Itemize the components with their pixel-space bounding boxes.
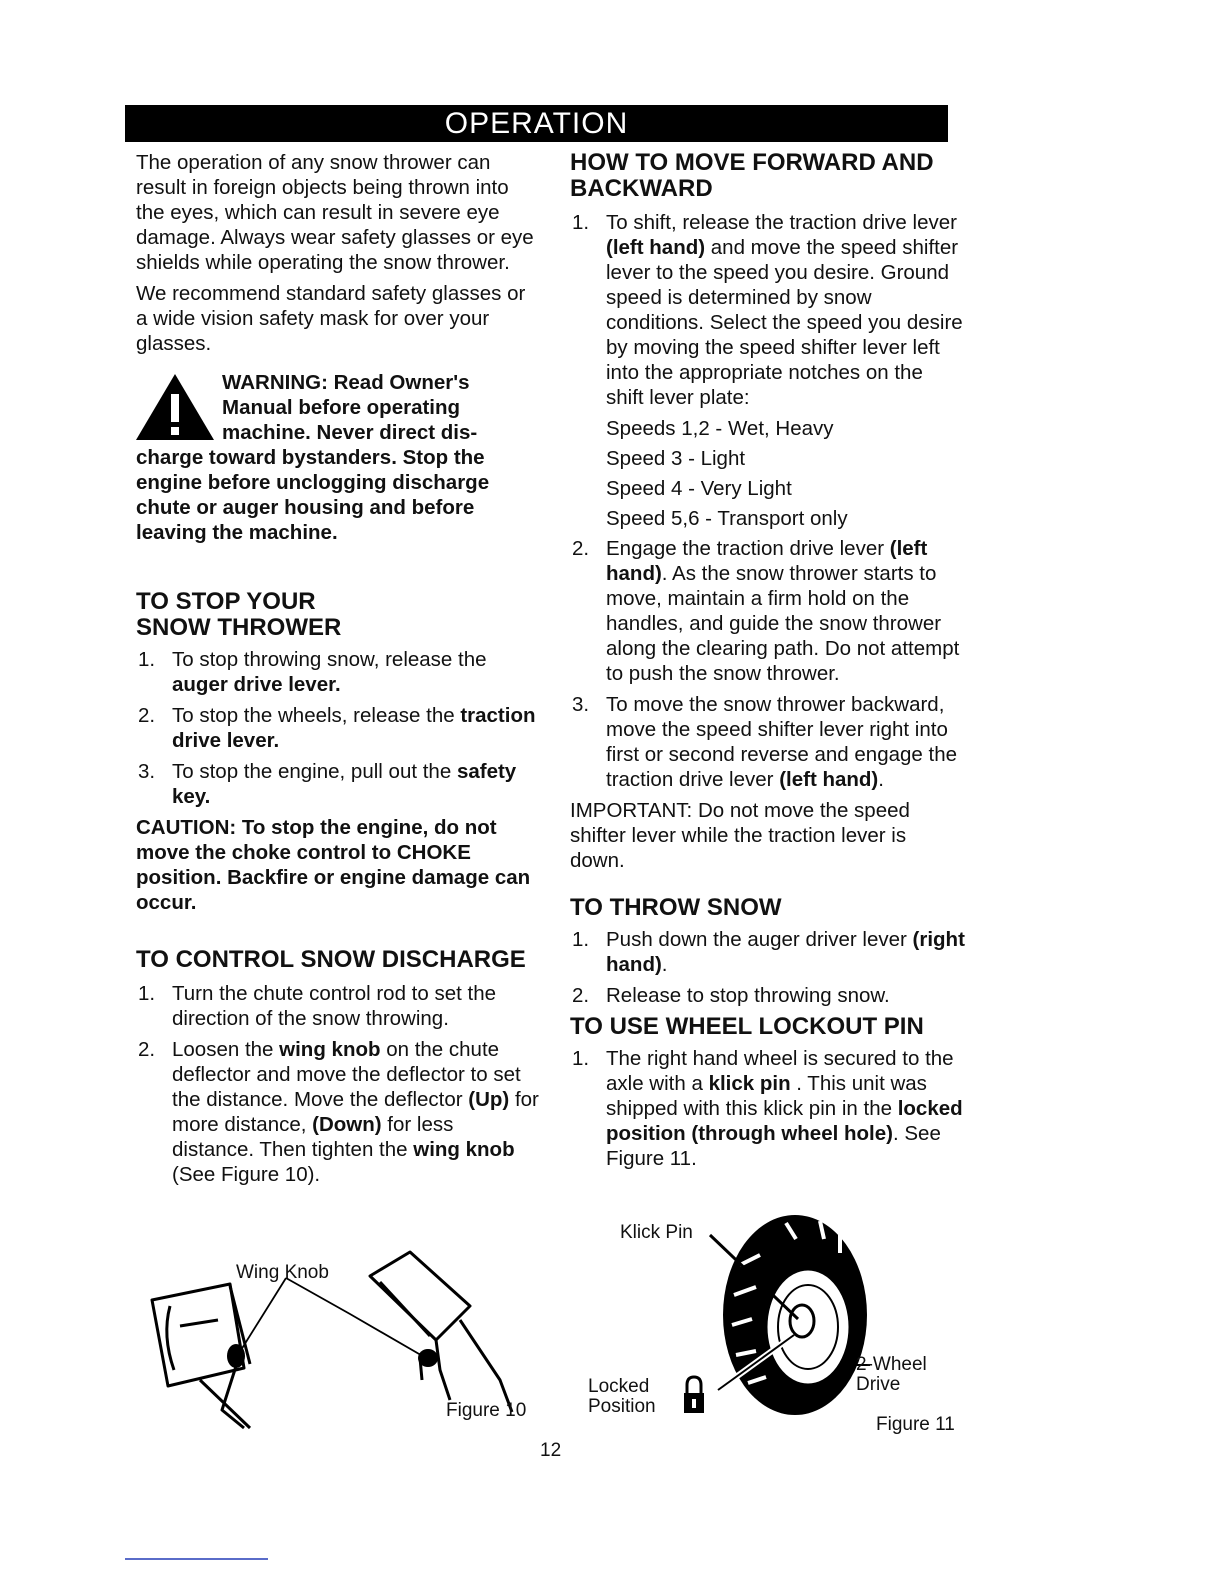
right-column [570, 150, 965, 1177]
lockout-list [570, 1046, 965, 1171]
throw-heading: TO THROW SNOW [570, 894, 782, 921]
move-list-cont [570, 536, 965, 792]
list-item: 1. The right hand wheel is secured to the axle with a klick pin . This unit was shipped with this klick pin in the locked position (through wheel hole). See Figure 11. [572, 1047, 963, 1170]
section-banner: OPERATION [125, 105, 948, 142]
intro-paragraph: The operation of any snow thrower can result in foreign objects being thrown into the eyes, which can result in severe eye damage. Always wear safety glasses or eye shields while operating the snow thrower. [136, 151, 534, 274]
speed-list [570, 416, 965, 531]
list-item: 2. To stop the wheels, release the traction drive lever. [138, 704, 536, 752]
wing-knob-label: Wing Knob [236, 1262, 329, 1283]
speed-item: Speed 5,6 - Transport only [606, 507, 848, 530]
list-item: 3. To move the snow thrower backward, move the speed shifter lever right into first or second reverse and engage the traction drive lever (left hand). [572, 693, 957, 791]
list-item: 3. To stop the engine, pull out the safety key. [138, 760, 517, 808]
lockout-heading: TO USE WHEEL LOCKOUT PIN [570, 1013, 924, 1040]
two-wheel-drive-label-line2: Drive [856, 1374, 901, 1395]
list-item: 1. Push down the auger driver lever (right hand). [572, 928, 965, 976]
footer-divider [125, 1558, 268, 1560]
warning-block [136, 370, 541, 545]
speed-item: Speeds 1,2 - Wet, Heavy [606, 417, 834, 440]
warning-text-first: WARNING: Read Owner's Manual before operating machine. Never direct dis- [222, 371, 478, 444]
list-item: 1. To shift, release the traction drive lever (left hand) and move the speed shifter lever to the speed you desire. Ground speed is determined by snow conditions. Select the speed you desire by moving the speed shifter lever left into the appropriate notches on the shift lever plate: [572, 211, 963, 409]
speed-item: Speed 3 - Light [606, 447, 746, 470]
warning-text-rest: charge toward bystanders. Stop the engine before unclogging discharge chute or auger housing and before leaving the machine. [136, 446, 490, 544]
speed-item: Speed 4 - Very Light [606, 477, 792, 500]
figure-10-caption: Figure 10 [446, 1400, 527, 1421]
page-number: 12 [540, 1440, 562, 1461]
figure-11-illustration [690, 1205, 880, 1420]
list-item: 1. To stop throwing snow, release the auger drive lever. [138, 648, 487, 696]
discharge-heading: TO CONTROL SNOW DISCHARGE [136, 946, 526, 973]
list-item: 2. Loosen the wing knob on the chute deflector and move the deflector to set the distance. Move the deflector (Up) for more distance, (Down) for less distance. Then tighten the wing knob (See Figure 10). [138, 1038, 539, 1186]
figure-11-caption: Figure 11 [876, 1414, 955, 1435]
move-list [570, 210, 965, 410]
two-wheel-drive-label-line1: 2-Wheel [856, 1354, 927, 1375]
klick-pin-label: Klick Pin [620, 1222, 693, 1243]
caution-paragraph: CAUTION: To stop the engine, do not move the choke control to CHOKE position. Backfire or engine damage can occur. [136, 816, 531, 914]
stop-heading-line2: SNOW THROWER [136, 614, 342, 641]
move-heading: HOW TO MOVE FORWARD AND BACKWARD [570, 149, 934, 202]
warning-triangle-icon [134, 372, 216, 442]
stop-heading-line1: TO STOP YOUR [136, 588, 316, 615]
left-column [136, 150, 541, 1193]
list-item: 2. Engage the traction drive lever (left hand). As the snow thrower starts to move, maintain a firm hold on the handles, and guide the snow thrower along the clearing path. Do not attempt to push the snow thrower. [572, 537, 960, 685]
locked-position-label-line2: Position [588, 1396, 656, 1417]
locked-position-label-line1: Locked [588, 1376, 650, 1397]
list-item: 1. Turn the chute control rod to set the direction of the snow throwing. [138, 982, 497, 1030]
recommend-paragraph: We recommend standard safety glasses or a wide vision safety mask for over your glasses. [136, 282, 526, 355]
list-item: 2. Release to stop throwing snow. [572, 984, 890, 1007]
discharge-list [136, 981, 541, 1187]
lock-icon [683, 1375, 705, 1415]
stop-list [136, 647, 541, 809]
important-paragraph: IMPORTANT: Do not move the speed shifter lever while the traction lever is down. [570, 799, 910, 872]
throw-list [570, 927, 965, 1008]
